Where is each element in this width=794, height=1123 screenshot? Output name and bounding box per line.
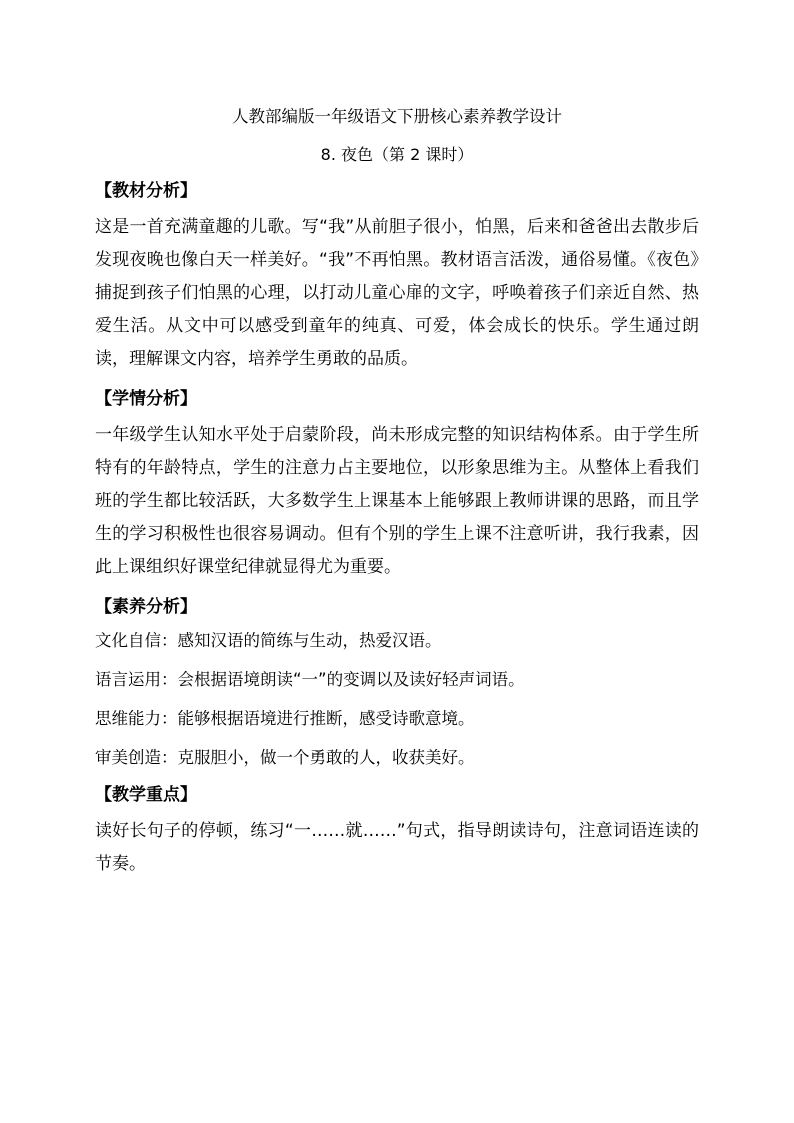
heading-textbook-analysis: 【教材分析】 — [95, 181, 197, 201]
paragraph-student-analysis: 一年级学生认知水平处于启蒙阶段，尚未形成完整的知识结构体系。由于学生所特有的年龄特点，学生的注意力占主要地位，以形象思维为主。从整体上看我们班的学生都比较活跃，大多数学生上课基本上能够跟上教师讲课的思路，而且学生的学习积极性也很容易调动。但有个别的学生上课不注意听讲，我行我素，因此上课组织好课堂纪律就显得尤为重要。 — [95, 425, 699, 577]
literacy-item-language: 语言运用：会根据语境朗读“一”的变调以及读好轻声词语。 — [95, 670, 525, 689]
literacy-item-thinking: 思维能力：能够根据语境进行推断，感受诗歌意境。 — [95, 709, 475, 728]
heading-student-analysis: 【学情分析】 — [95, 389, 197, 409]
lesson-subtitle: 8. 夜色（第 2 课时） — [320, 145, 474, 164]
paragraph-textbook-analysis: 这是一首充满童趣的儿歌。写“我”从前胆子很小，怕黑，后来和爸爸出去散步后发现夜晚也像白天一样美好。“我”不再怕黑。教材语言活泼，通俗易懂。《夜色》捕捉到孩子们怕黑的心理，以打动儿童心扉的文字，呼唤着孩子们亲近自然、热爱生活。从文中可以感受到童年的纯真、可爱，体会成长的快乐。学生通过朗读，理解课文内容，培养学生勇敢的品质。 — [95, 217, 699, 369]
section-literacy-analysis — [95, 593, 699, 772]
heading-literacy-analysis: 【素养分析】 — [95, 597, 197, 617]
literacy-item-culture: 文化自信：感知汉语的简练与生动，热爱汉语。 — [95, 631, 442, 650]
heading-teaching-focus: 【教学重点】 — [95, 785, 197, 805]
section-student-analysis — [95, 385, 699, 584]
paragraph-teaching-focus: 读好长句子的停顿，练习“一……就……”句式，指导朗读诗句，注意词语连读的节奏。 — [95, 821, 699, 874]
literacy-item-aesthetics: 审美创造：克服胆小，做一个勇敢的人，收获美好。 — [95, 748, 475, 767]
document-title: 人教部编版一年级语文下册核心素养教学设计 — [232, 107, 562, 126]
section-textbook-analysis — [95, 177, 699, 376]
section-teaching-focus — [95, 781, 699, 881]
